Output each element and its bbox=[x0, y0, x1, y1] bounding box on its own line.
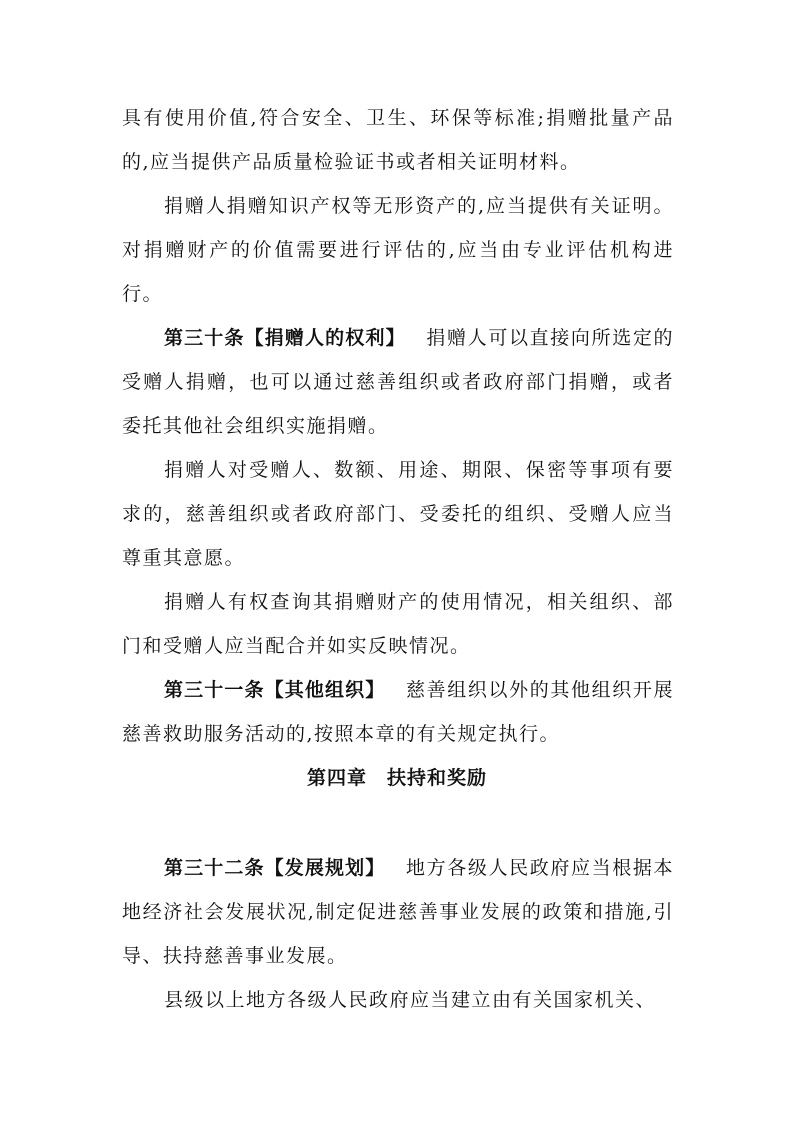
paragraph-text: 县级以上地方各级人民政府应当建立由有关国家机关、 bbox=[164, 989, 657, 1011]
paragraph-text: 捐赠人有权查询其捐赠财产的使用情况，相关组织、部门和受赠人应当配合并如实反映情况。 bbox=[122, 591, 674, 657]
paragraph-1 bbox=[122, 96, 674, 184]
paragraph-2 bbox=[122, 184, 674, 316]
article-30 bbox=[122, 316, 674, 448]
paragraph-text: 捐赠人可以直接向所选定的受赠人捐赠，也可以通过慈善组织或者政府部门捐赠，或者委托其他社会组织实施捐赠。 bbox=[122, 327, 674, 437]
paragraph-text: 捐赠人对受赠人、数额、用途、期限、保密等事项有要求的，慈善组织或者政府部门、受委托的组织、受赠人应当尊重其意愿。 bbox=[122, 459, 674, 569]
paragraph-text: 慈善组织以外的其他组织开展慈善救助服务活动的,按照本章的有关规定执行。 bbox=[122, 679, 674, 745]
paragraph-text: 地方各级人民政府应当根据本地经济社会发展状况,制定促进慈善事业发展的政策和措施,引导、扶持慈善事业发展。 bbox=[122, 857, 674, 967]
article-31 bbox=[122, 668, 674, 756]
article-32 bbox=[122, 846, 674, 978]
paragraph-text: 具有使用价值,符合安全、卫生、环保等标准;捐赠批量产品的,应当提供产品质量检验证书或者相关证明材料。 bbox=[122, 107, 674, 173]
paragraph-4 bbox=[122, 448, 674, 580]
paragraph-8 bbox=[122, 978, 674, 1022]
article-heading: 第三十一条【其他组织】 bbox=[164, 679, 386, 701]
chapter-title: 第四章 扶持和奖励 bbox=[306, 767, 487, 789]
article-heading: 第三十条【捐赠人的权利】 bbox=[164, 327, 406, 349]
paragraph-text: 捐赠人捐赠知识产权等无形资产的,应当提供有关证明。对捐赠财产的价值需要进行评估的,应当由专业评估机构进行。 bbox=[122, 195, 674, 305]
paragraph-5 bbox=[122, 580, 674, 668]
article-heading: 第三十二条【发展规划】 bbox=[164, 857, 386, 879]
